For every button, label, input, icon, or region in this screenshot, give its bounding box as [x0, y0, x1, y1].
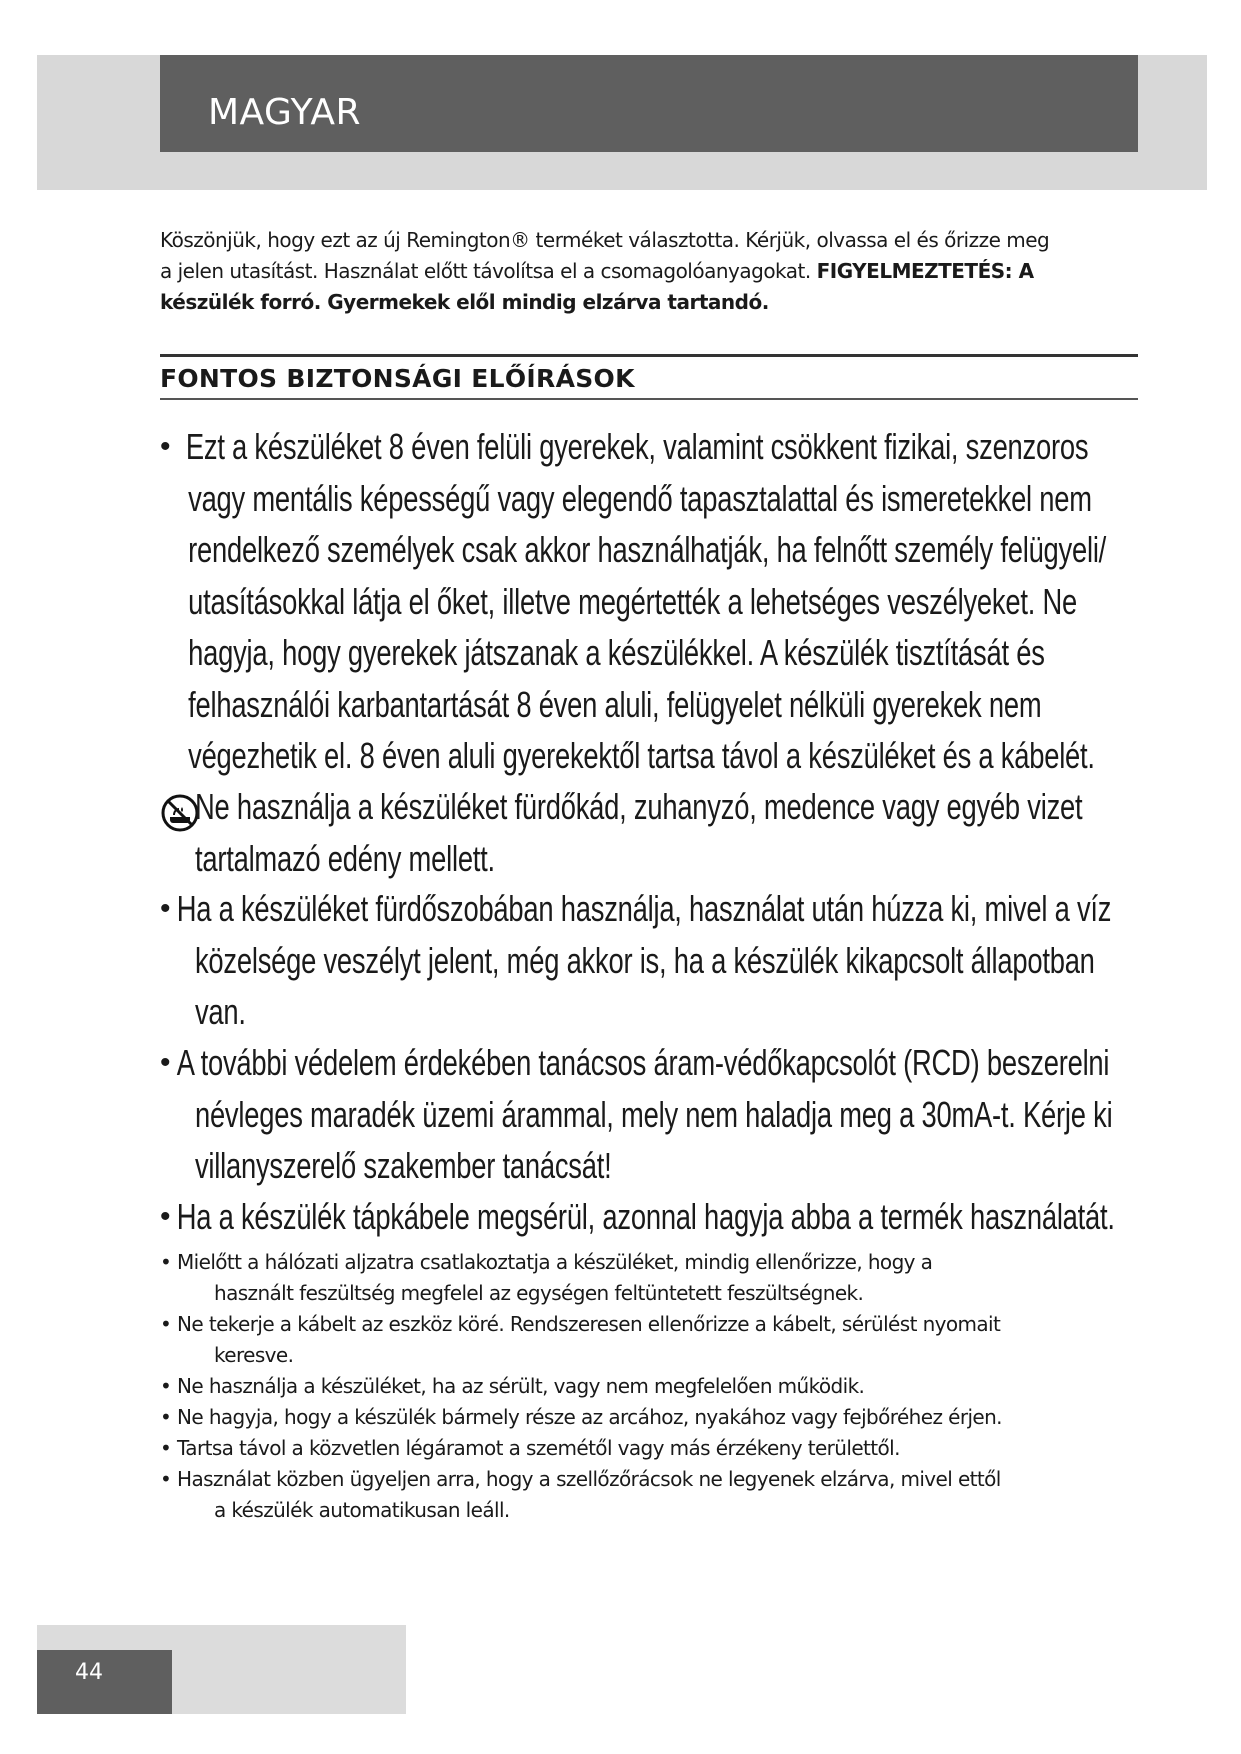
bullet-marker: • [160, 1312, 172, 1336]
item-text: Mielőtt a hálózati aljzatra csatlakoztatja a készüléket, mindig ellenőrizze, hogy a [177, 1250, 933, 1274]
safety-item-cable [160, 1191, 1150, 1243]
item-line: hagyja, hogy gyerekek játszanak a készülékkel. A készülék tisztítását és [188, 632, 1045, 673]
item-line: utasításokkal látja el őket, illetve megértették a lehetséges veszélyeket. Ne [188, 580, 1077, 622]
item-text: Tartsa távol a közvetlen légáramot a szemétől vagy más érzékeny területtől. [177, 1436, 900, 1460]
intro-line-1: Köszönjük, hogy ezt az új Remington® terméket választotta. Kérjük, olvassa el és őrizze meg [160, 228, 1050, 252]
bullet-marker: • [160, 1374, 172, 1398]
item-line: Ha a készülék tápkábele megsérül, azonnal hagyja abba a termék használatát. [176, 1196, 1115, 1237]
item-line: A további védelem érdekében tanácsos áram-védőkapcsolót (RCD) beszerelni [176, 1042, 1110, 1083]
list-item [160, 1433, 1140, 1464]
item-line: névleges maradék üzemi árammal, mely nem haladja meg a 30mA-t. Kérje ki [194, 1093, 1113, 1135]
item-text: Ne hagyja, hogy a készülék bármely része az arcához, nyakához vagy fejbőréhez érjen. [177, 1405, 1002, 1429]
bullet-marker: • [160, 892, 171, 925]
item-text: Használat közben ügyeljen arra, hogy a szellőzőrácsok ne legyenek elzárva, mivel ettől [177, 1467, 1001, 1491]
bullet-marker: • [160, 430, 171, 463]
page-number-box [37, 1650, 172, 1714]
language-title: MAGYAR [208, 92, 361, 133]
bullet-marker: • [160, 1405, 172, 1429]
item-text-continued: a készülék automatikusan leáll. [214, 1498, 510, 1522]
warning-label: FIGYELMEZTETÉS: A [816, 259, 1034, 283]
item-line: vagy mentális képességű vagy elegendő tapasztalattal és ismeretekkel nem [188, 477, 1092, 519]
safety-item-rcd [160, 1037, 1150, 1192]
item-text: Ne használja a készüléket, ha az sérült, vagy nem megfelelően működik. [177, 1374, 865, 1398]
safety-item-bathroom [160, 883, 1150, 1038]
list-item [160, 1247, 1140, 1309]
intro-paragraph [160, 225, 1120, 318]
item-text-continued: használt feszültség megfelel az egységen feltüntetett feszültségnek. [214, 1281, 864, 1305]
item-line: végezhetik el. 8 éven aluli gyerekektől tartsa távol a készüléket és a kábelét. [188, 735, 1095, 776]
item-text-continued: keresve. [214, 1343, 294, 1367]
warning-text: készülék forró. Gyermekek elől mindig elzárva tartandó. [160, 290, 769, 314]
list-item [160, 1309, 1140, 1371]
item-line: Ezt a készüléket 8 éven felüli gyerekek, valamint csökkent fizikai, szenzoros [185, 426, 1089, 467]
list-item [160, 1371, 1140, 1402]
section-header [160, 354, 1138, 400]
section-title: FONTOS BIZTONSÁGI ELŐÍRÁSOK [160, 364, 635, 393]
bullet-marker: • [160, 1467, 172, 1491]
item-line: Ha a készüléket fürdőszobában használja, használat után húzza ki, mivel a víz [176, 888, 1112, 929]
item-line: Ne használja a készüléket fürdőkád, zuhanyzó, medence vagy egyéb vizet [194, 786, 1083, 827]
list-item [160, 1464, 1140, 1526]
small-safety-list [160, 1247, 1140, 1526]
safety-item-children [160, 421, 1150, 782]
safety-item-water [160, 781, 1150, 884]
bullet-marker: • [160, 1436, 172, 1460]
item-line: tartalmazó edény mellett. [194, 837, 495, 879]
page-number: 44 [75, 1660, 103, 1685]
item-line: közelsége veszélyt jelent, még akkor is, ha a készülék kikapcsolt állapotban [194, 939, 1095, 981]
item-line: villanyszerelő szakember tanácsát! [194, 1145, 612, 1186]
item-text: Ne tekerje a kábelt az eszköz köré. Rendszeresen ellenőrizze a kábelt, sérülést nyomait [177, 1312, 1001, 1336]
bullet-marker: • [160, 1046, 171, 1079]
item-line: felhasználói karbantartását 8 éven aluli, felügyelet nélküli gyerekek nem [188, 683, 1042, 725]
bullet-marker: • [160, 1200, 171, 1233]
bullet-marker: • [160, 1250, 172, 1274]
item-line: van. [194, 991, 246, 1032]
list-item [160, 1402, 1140, 1433]
item-line: rendelkező személyek csak akkor használhatják, ha felnőtt személy felügyeli/ [188, 529, 1107, 570]
intro-line-2: a jelen utasítást. Használat előtt távolítsa el a csomagolóanyagokat. [160, 259, 811, 283]
